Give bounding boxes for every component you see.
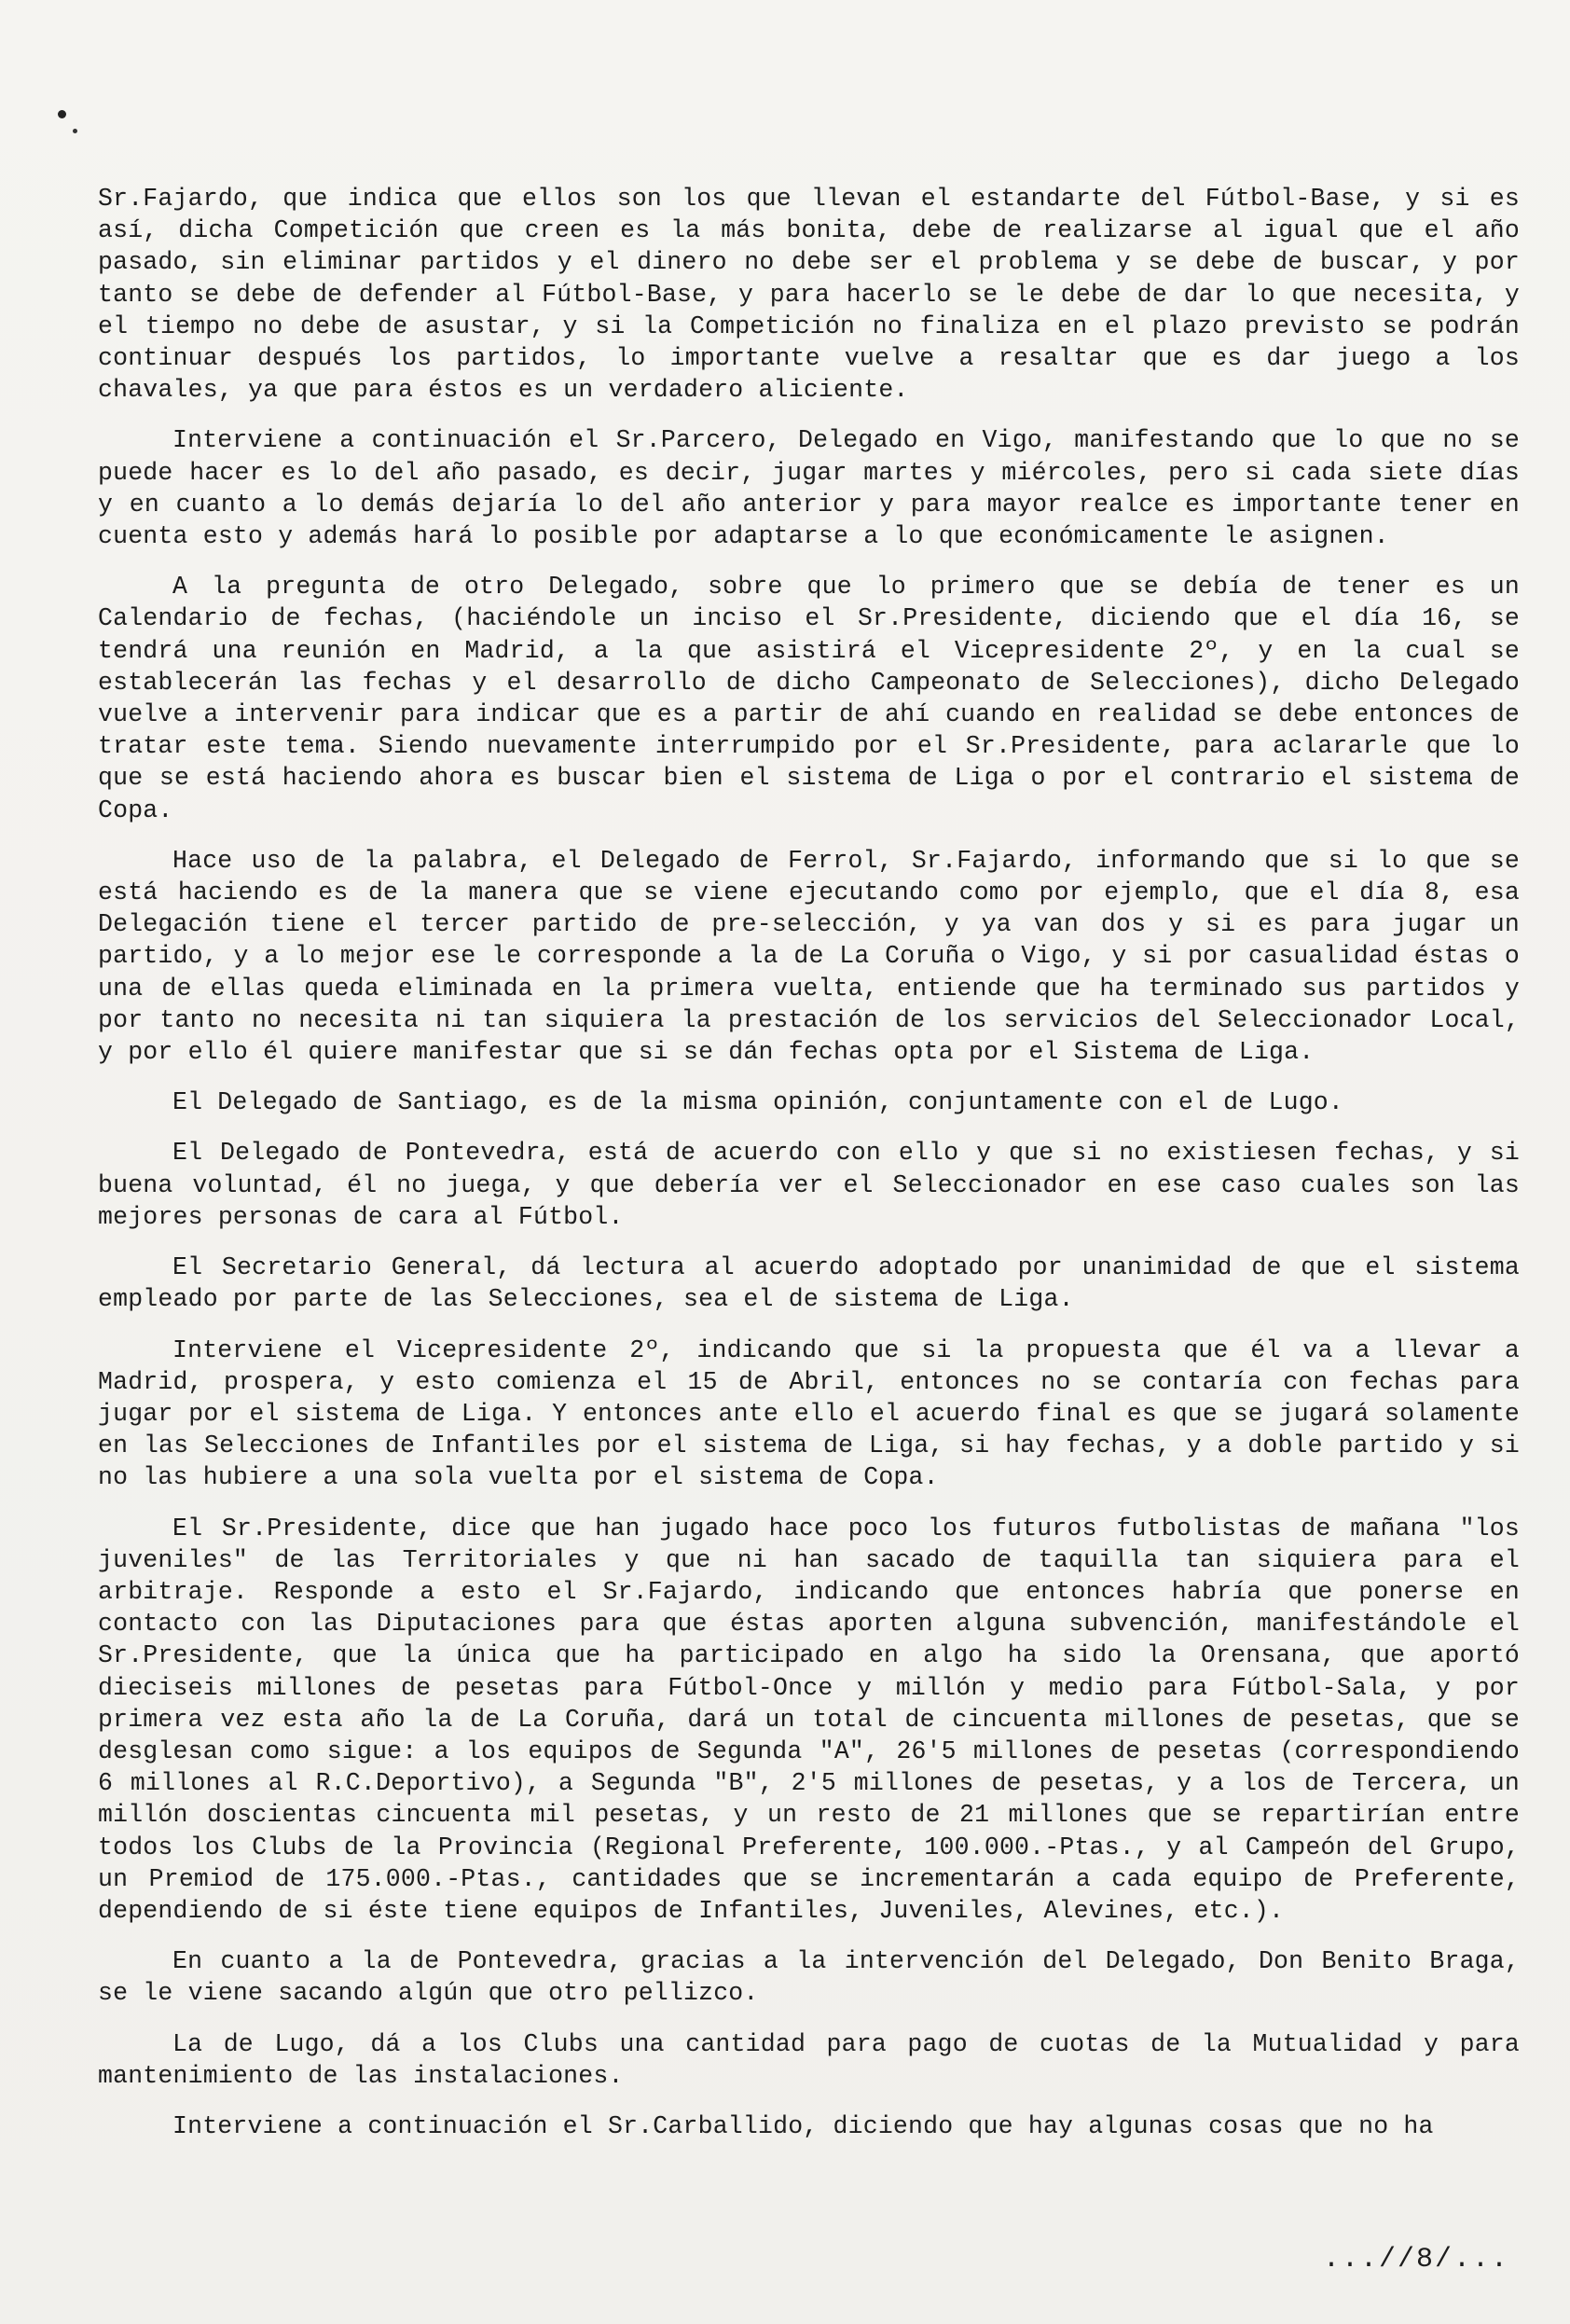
- ink-dot-mark: [58, 110, 66, 118]
- paragraph-12: Interviene a continuación el Sr.Carballido, diciendo que hay algunas cosas que no ha: [172, 2111, 1434, 2140]
- paragraph-1: Sr.Fajardo, que indica que ellos son los que llevan el estandarte del Fútbol-Base, y si es así, dicha Competición que creen es la más bonita, debe de realizarse al igual que el año pasado, sin eliminar partidos y el dinero no debe ser el problema y se debe de buscar, y por tanto se debe de defender al Fútbol-Base, y para hacerlo se le debe de dar lo que necesita, y el tiempo no debe de asustar, y si la Competición no finaliza en el plazo previsto se podrán continuar después los partidos, lo importante vuelve a resaltar que es dar juego a los chavales, ya que para éstos es un verdadero aliciente.: [98, 185, 1520, 405]
- paragraph-3: A la pregunta de otro Delegado, sobre que lo primero que se debía de tener es un Calendario de fechas, (haciéndole un inciso el Sr.Presidente, diciendo que el día 16, se tendrá una reunión en Madrid, a la que asistirá el Vicepresidente 2º, y en la cual se establecerán las fechas y el desarrollo de dicho Campeonato de Selecciones), dicho Delegado vuelve a intervenir para indicar que es a partir de ahí cuando en realidad se debe entonces de tratar este tema. Siendo nuevamente interrumpido por el Sr.Presidente, para aclararle que lo que se está haciendo ahora es buscar bien el sistema de Liga o por el contrario el sistema de Copa.: [98, 573, 1520, 824]
- ink-dot-mark-small: [73, 129, 77, 133]
- paragraph-11: La de Lugo, dá a los Clubs una cantidad para pago de cuotas de la Mutualidad y para mantenimiento de las instalaciones.: [98, 2029, 1520, 2090]
- paragraph-10: En cuanto a la de Pontevedra, gracias a la intervención del Delegado, Don Benito Braga, se le viene sacando algún que otro pellizco.: [98, 1947, 1520, 2008]
- paragraph-9: El Sr.Presidente, dice que han jugado hace poco los futuros futbolistas de mañana "los juveniles" de las Territoriales y que ni han sacado de taquilla tan siquiera para el arbitraje. Responde a esto el Sr.Fajardo, indicando que entonces habría que ponerse en contacto con las Diputaciones para que éstas aporten alguna subvención, manifestándole el Sr.Presidente, que la única que ha participado en algo ha sido la Orensana, que aportó dieciseis millones de pesetas para Fútbol-Once y millón y medio para Fútbol-Sala, y por primera vez esta año la de La Coruña, dará un total de cincuenta millones de pesetas, que se desglesan como sigue: a los equipos de Segunda "A", 26'5 millones de pesetas (correspondiendo 6 millones al R.C.Deportivo), a Segunda "B", 2'5 millones de pesetas, y a los de Tercera, un millón doscientas cincuenta mil pesetas, y un resto de 21 millones que se repartirían entre todos los Clubs de la Provincia (Regional Preferente, 100.000.-Ptas., y al Campeón del Grupo, un Premiod de 175.000.-Ptas., cantidades que se incrementarán a cada equipo de Preferente, dependiendo de si éste tiene equipos de Infantiles, Juveniles, Alevines, etc.).: [98, 1514, 1520, 1925]
- paragraph-7: El Secretario General, dá lectura al acuerdo adoptado por unanimidad de que el sistema empleado por parte de las Selecciones, sea el de sistema de Liga.: [98, 1253, 1520, 1314]
- document-body: [98, 183, 1520, 2161]
- paragraph-6: El Delegado de Pontevedra, está de acuerdo con ello y que si no existiesen fechas, y si buena voluntad, él no juega, y que debería ver el Seleccionador en ese caso cuales son las mejores personas de cara al Fútbol.: [98, 1139, 1520, 1231]
- page-marker: ...//8/...: [1322, 2244, 1509, 2276]
- paragraph-4: Hace uso de la palabra, el Delegado de Ferrol, Sr.Fajardo, informando que si lo que se está haciendo es de la manera que se viene ejecutando como por ejemplo, que el día 8, esa Delegación tiene el tercer partido de pre-selección, y ya van dos y si es para jugar un partido, y a lo mejor ese le corresponde a la de La Coruña o Vigo, y si por casualidad éstas o una de ellas queda eliminada en la primera vuelta, entiende que ha terminado sus partidos y por tanto no necesita ni tan siquiera la prestación de los servicios del Seleccionador Local, y por ello él quiere manifestar que si se dán fechas opta por el Sistema de Liga.: [98, 846, 1520, 1067]
- paragraph-2: Interviene a continuación el Sr.Parcero, Delegado en Vigo, manifestando que lo que no se puede hacer es lo del año pasado, es decir, jugar martes y miércoles, pero si cada siete días y en cuanto a lo demás dejaría lo del año anterior y para mayor realce es importante tener en cuenta esto y además hará lo posible por adaptarse a lo que económicamente le asignen.: [98, 426, 1520, 551]
- paragraph-8: Interviene el Vicepresidente 2º, indicando que si la propuesta que él va a llevar a Madrid, prospera, y esto comienza el 15 de Abril, entonces no se contaría con fechas para jugar por el sistema de Liga. Y entonces ante ello el acuerdo final es que se jugará solamente en las Selecciones de Infantiles por el sistema de Liga, si hay fechas, y a doble partido y si no las hubiere a una sola vuelta por el sistema de Copa.: [98, 1335, 1520, 1492]
- paragraph-5: El Delegado de Santiago, es de la misma opinión, conjuntamente con el de Lugo.: [172, 1088, 1344, 1117]
